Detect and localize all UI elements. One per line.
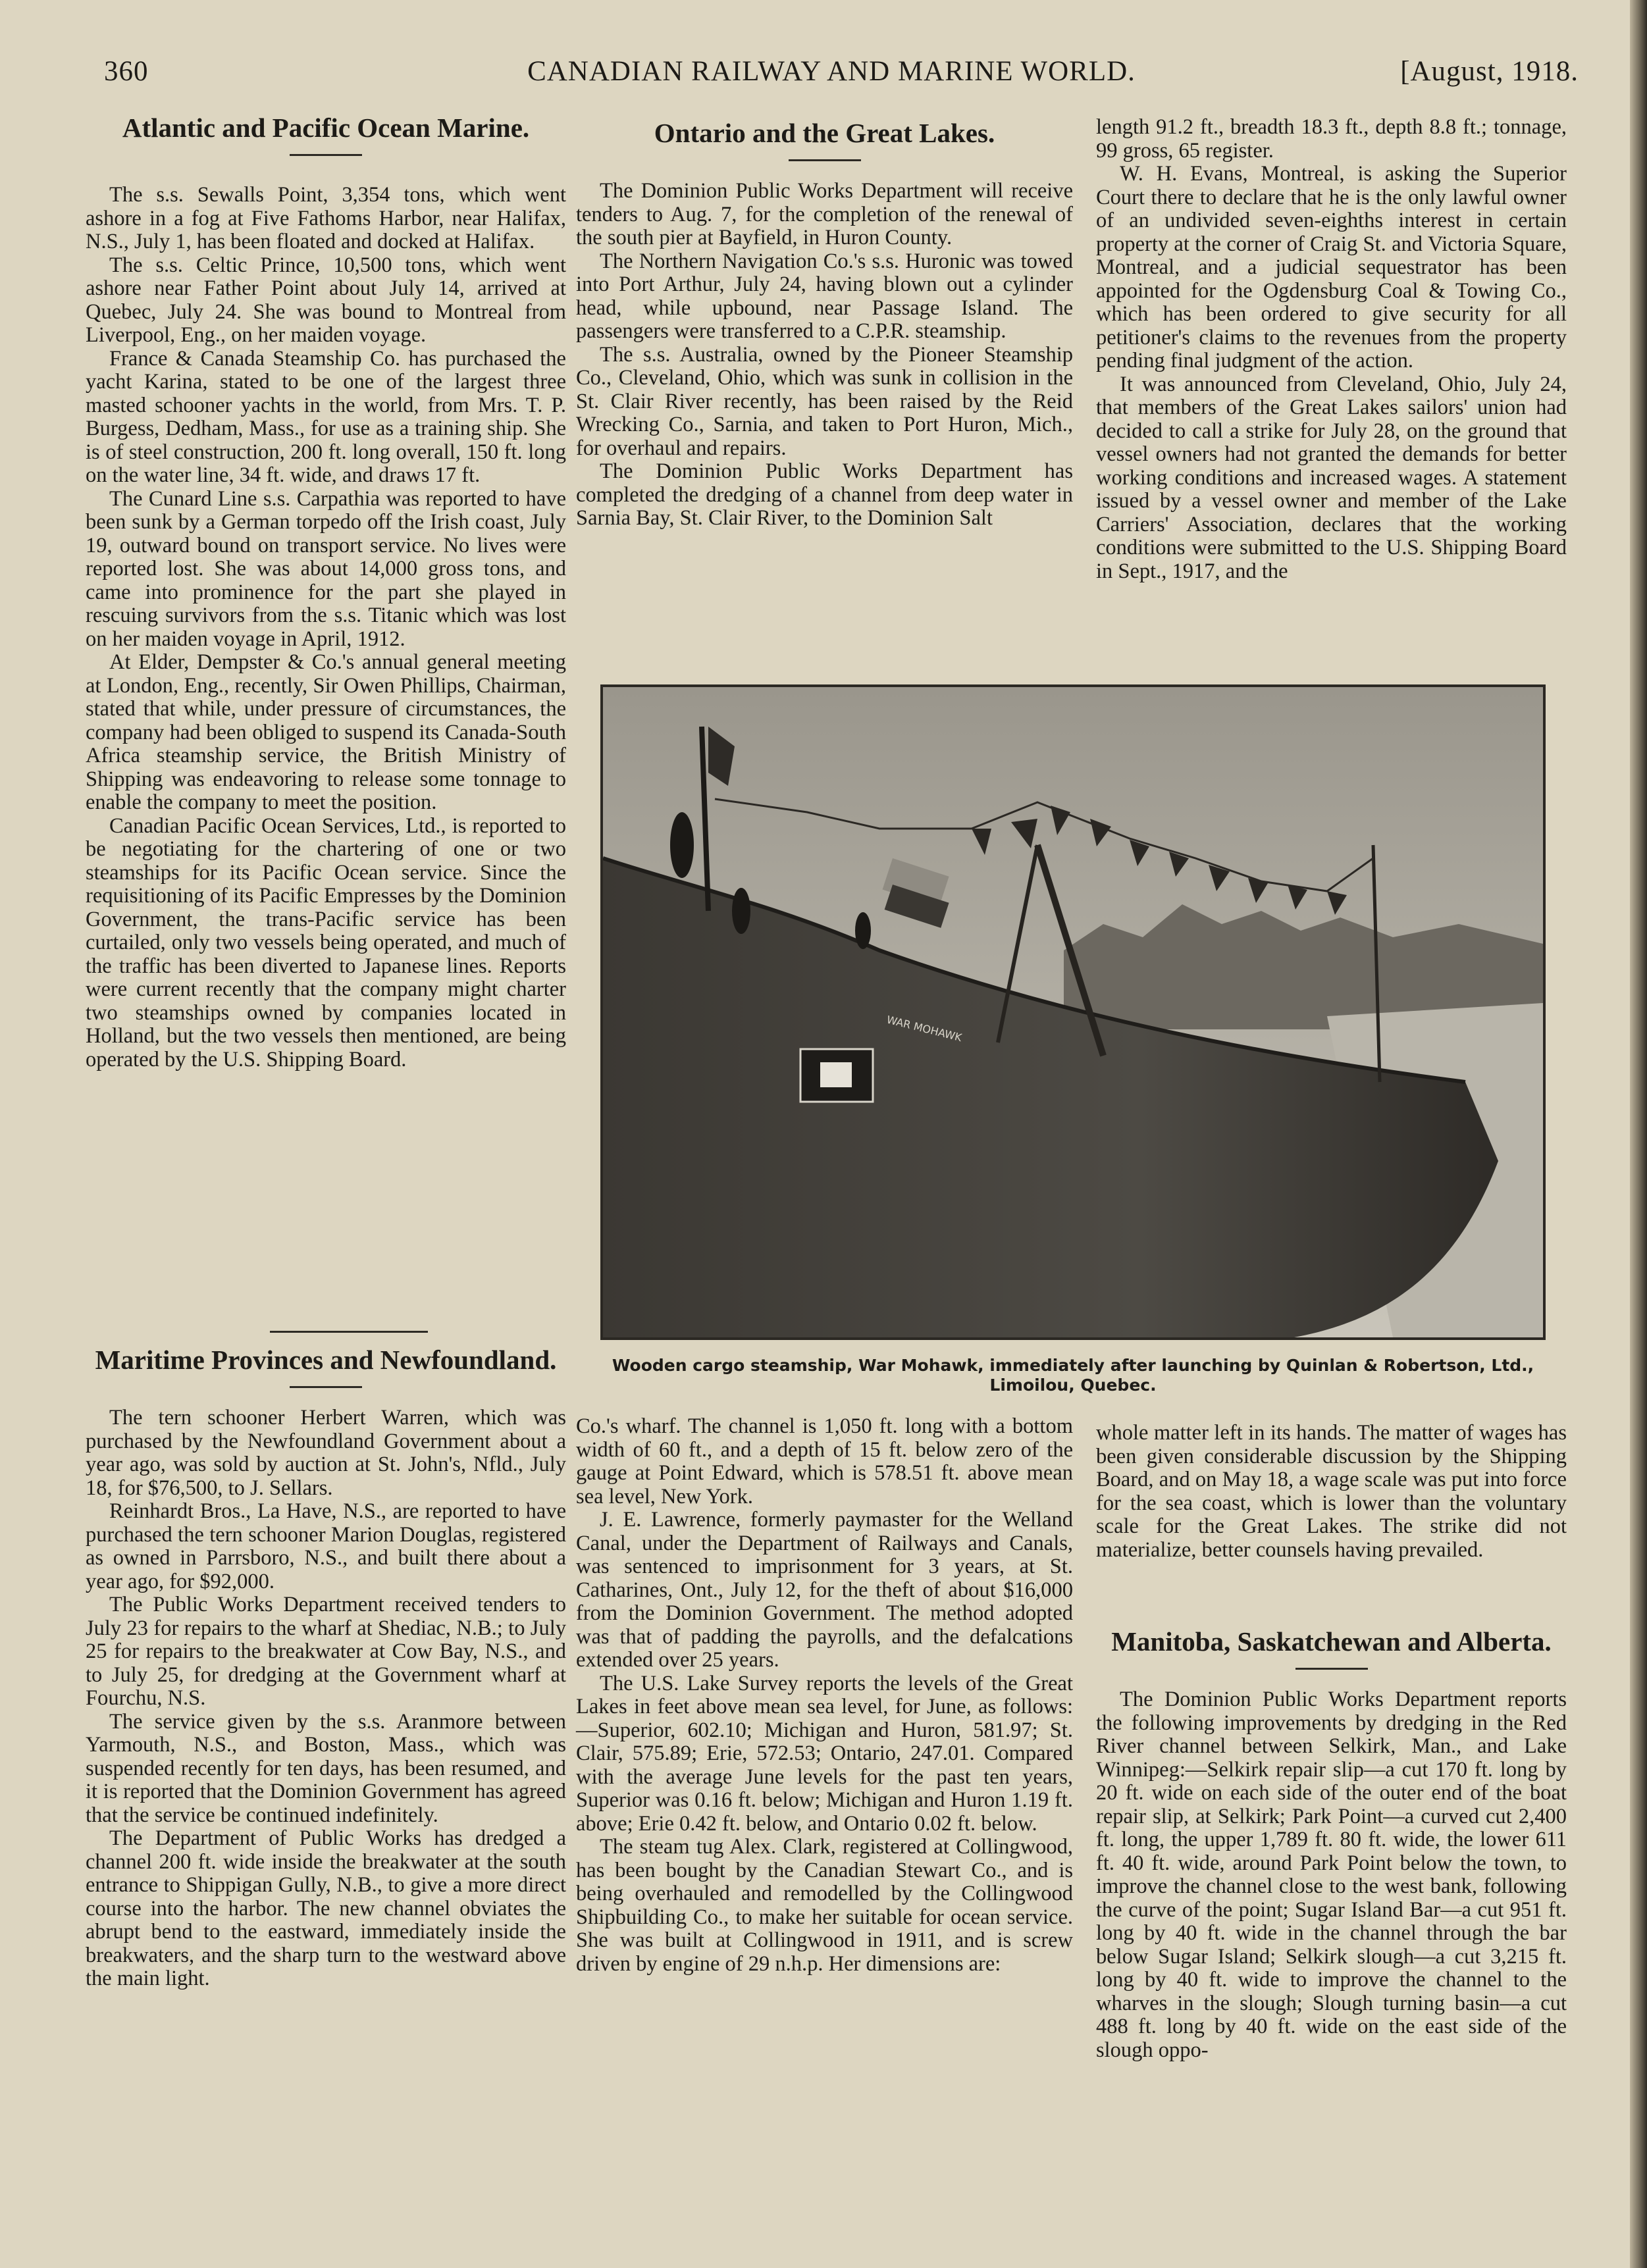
- publication-title: CANADIAN RAILWAY AND MARINE WORLD.: [527, 56, 1136, 87]
- photo-caption: [589, 1356, 1557, 1395]
- section-divider: [270, 1331, 428, 1333]
- column-atlantic-pacific: [86, 111, 566, 1071]
- column-three-bottom: [1096, 1422, 1567, 1562]
- article-paragraph: The Northern Navigation Co.'s s.s. Huronic was towed into Port Arthur, July 24, having blown out a cylinder head, while upbound, near Passage Island. The passengers were transferred to a C.P.R. steamship.: [576, 249, 1073, 343]
- article-paragraph: The Dominion Public Works Department reports the following improvements by dredging in the Red River channel between Selkirk, Man., and Lake Winnipeg:—Selkirk repair slip—a cut 170 ft. long by 20 ft. wide on each side of the outer end of the boat repair slip, at Selkirk; Park Point—a curved cut 2,400 ft. long, the upper 1,789 ft. 80 ft. wide, the lower 611 ft. 40 ft. wide, around Park Point below the town, to improve the channel close to the west bank, following the curve of the point; Sugar Island Bar—a cut 951 ft. long by 40 ft. wide in the channel through the bar below Sugar Island; Selkirk slough—a cut 3,215 ft. long by 40 ft. wide to improve the channel to the wharves in the slough; Slough turning basin—a cut 488 ft. long by 40 ft. wide on the east side of the slough oppo-: [1096, 1688, 1567, 2062]
- article-paragraph: The Dominion Public Works Department has completed the dredging of a channel from deep water in Sarnia Bay, St. Clair River, to the Dominion Salt: [576, 459, 1073, 530]
- page-number: 360: [104, 56, 149, 87]
- section-divider: [290, 154, 362, 156]
- section-title-maritime-provinces: Maritime Provinces and Newfoundland.: [95, 1345, 557, 1375]
- article-paragraph: Co.'s wharf. The channel is 1,050 ft. long with a bottom width of 60 ft., and a depth of 15 ft. below zero of the gauge at Point Edward, which is 578.51 ft. above mean sea level, New York.: [576, 1414, 1073, 1508]
- article-paragraph: The s.s. Australia, owned by the Pioneer Steamship Co., Cleveland, Ohio, which was sunk in collision in the St. Clair River recently, has been raised by the Reid Wrecking Co., Sarnia, and taken to Port Huron, Mich., for overhaul and repairs.: [576, 342, 1073, 460]
- column-two-bottom: [576, 1415, 1073, 1976]
- page-binding-edge: [1630, 0, 1647, 2268]
- article-paragraph: The service given by the s.s. Aranmore between Yarmouth, N.S., and Boston, Mass., which was suspended recently for ten days, has been resumed, and it is reported that the Dominion Government has agreed that the service be continued indefinitely.: [86, 1709, 566, 1827]
- article-paragraph: The s.s. Sewalls Point, 3,354 tons, which went ashore in a fog at Five Fathoms Harbor, near Halifax, N.S., July 1, has been floated and docked at Halifax.: [86, 183, 566, 253]
- column-maritime-provinces: [86, 1343, 566, 1991]
- article-paragraph: France & Canada Steamship Co. has purchased the yacht Karina, stated to be one of the largest three masted schooner yachts in the world, from Mrs. T. P. Burgess, Dedham, Mass., for use as a training ship. She is of steel construction, 200 ft. long overall, 150 ft. long on the water line, 34 ft. wide, and draws 17 ft.: [86, 346, 566, 487]
- article-paragraph: At Elder, Dempster & Co.'s annual general meeting at London, Eng., recently, Sir Owen Phillips, Chairman, stated that while, under pressure of circumstances, the company had been obliged to suspend its Canada-South Africa steamship service, the British Ministry of Shipping was endeavoring to release some tonnage to enable the company to meet the position.: [86, 650, 566, 814]
- article-paragraph: The Cunard Line s.s. Carpathia was reported to have been sunk by a German torpedo off the Irish coast, July 19, outward bound on transport service. No lives were reported lost. She was about 14,000 gross tons, and came into prominence for the part she played in rescuing survivors from the s.s. Titanic which was lost on her maiden voyage in April, 1912.: [86, 486, 566, 651]
- column-three-top: [1096, 116, 1567, 583]
- section-divider: [290, 1386, 362, 1388]
- article-paragraph: Canadian Pacific Ocean Services, Ltd., is reported to be negotiating for the chartering of one or two steamships for its Pacific Ocean service. Since the requisitioning of its Pacific Empresses by the Dominion Government, the trans-Pacific service has been curtailed, only two vessels being operated, and much of the traffic has been diverted to Japanese lines. Reports were current recently that the company might charter two steamships owned by companies located in Holland, but the two vessels then mentioned, are being operated by the U.S. Shipping Board.: [86, 813, 566, 1071]
- article-paragraph: The Dominion Public Works Department will receive tenders to Aug. 7, for the completion of the renewal of the south pier at Bayfield, in Huron County.: [576, 179, 1073, 249]
- article-paragraph: The tern schooner Herbert Warren, which was purchased by the Newfoundland Government about a year ago, was sold by auction at St. John's, Nfld., July 18, for $76,500, to J. Sellars.: [86, 1406, 566, 1500]
- section-divider: [789, 159, 861, 161]
- article-paragraph: The Public Works Department received tenders to July 23 for repairs to the wharf at Shediac, N.B.; to July 25 for repairs to the breakwater at Cow Bay, N.S., and to July 25, for dredging at the Government wharf at Fourchu, N.S.: [86, 1593, 566, 1710]
- issue-date: [August, 1918.: [1400, 56, 1579, 87]
- article-paragraph: The Department of Public Works has dredged a channel 200 ft. wide inside the breakwater at the south entrance to Shippigan Gully, N.B., to give a more direct course into the harbor. The new channel obviates the abrupt bend to the eastward, immediately inside the breakwaters, and the sharp turn to the westward above the main light.: [86, 1826, 566, 1990]
- article-paragraph: whole matter left in its hands. The matter of wages has been given considerable discussion by the Shipping Board, and on May 18, a wage scale was put into force for the sea coast, which is lower than the voluntary scale for the Great Lakes. The strike did not materialize, better counsels having prevailed.: [1096, 1421, 1567, 1562]
- section-title-atlantic-pacific: Atlantic and Pacific Ocean Marine.: [122, 113, 530, 143]
- section-title-manitoba: Manitoba, Saskatchewan and Alberta.: [1111, 1626, 1552, 1657]
- column-ontario-great-lakes: [576, 116, 1073, 530]
- article-paragraph: Reinhardt Bros., La Have, N.S., are reported to have purchased the tern schooner Marion Douglas, registered as owned in Parrsboro, N.S., and built there about a year ago, for $92,000.: [86, 1499, 566, 1593]
- ship-photo-illustration: [603, 687, 1543, 1337]
- article-paragraph: The U.S. Lake Survey reports the levels of the Great Lakes in feet above mean sea level, for June, as follows:—Superior, 602.10; Michigan and Huron, 581.97; St. Clair, 575.89; Erie, 572.53; Ontario, 247.01. Compared with the average June levels for the past ten years, Superior was 0.16 ft. below; Michigan and Huron 1.19 ft. above; Erie 0.42 ft. below, and Ontario 0.02 ft. below.: [576, 1671, 1073, 1836]
- page-header: [84, 55, 1579, 101]
- article-paragraph: The steam tug Alex. Clark, registered at Collingwood, has been bought by the Canadian Stewart Co., and is being overhauled and remodelled by the Collingwood Shipbuilding Co., to make her suitable for ocean service. She was built at Collingwood in 1911, and is screw driven by engine of 29 n.h.p. Her dimensions are:: [576, 1835, 1073, 1976]
- section-title-ontario-great-lakes: Ontario and the Great Lakes.: [654, 118, 995, 148]
- photo-caption-line: Wooden cargo steamship, War Mohawk, immediately after launching by Quinlan & Robertson, Ltd.,: [612, 1356, 1534, 1375]
- ship-name-lettering: WAR MOHAWK: [885, 1013, 964, 1044]
- ship-launch-photo: [600, 684, 1546, 1340]
- article-paragraph: J. E. Lawrence, formerly paymaster for the Welland Canal, under the Department of Railways and Canals, was sentenced to imprisonment for 3 years, at St. Catharines, Ont., July 12, for the theft of about $16,000 from the Dominion Government. The method adopted was that of padding the payrolls, and the defalcations extended over 25 years.: [576, 1508, 1073, 1672]
- article-paragraph: W. H. Evans, Montreal, is asking the Superior Court there to declare that he is the only lawful owner of an undivided seven-eighths interest in certain property at the corner of Craig St. and Victoria Square, Montreal, and a judicial sequestrator has been appointed for the Ogdensburg Coal & Towing Co., which has been ordered to give security for all petitioner's claims to the revenues from the property pending final judgment of the action.: [1096, 162, 1567, 373]
- section-divider: [1295, 1668, 1368, 1670]
- article-paragraph: The s.s. Celtic Prince, 10,500 tons, which went ashore near Father Point about July 14, arrived at Quebec, July 24. She was bound to Montreal from Liverpool, Eng., on her maiden voyage.: [86, 253, 566, 347]
- article-paragraph: It was announced from Cleveland, Ohio, July 24, that members of the Great Lakes sailors' union had decided to call a strike for July 28, on the ground that vessel owners had not granted the demands for better working conditions and increased wages. A statement issued by a vessel owner and member of the Lake Carriers' Association, declares that the working conditions were submitted to the U.S. Shipping Board in Sept., 1917, and the: [1096, 372, 1567, 583]
- column-manitoba-saskatchewan-alberta: [1096, 1624, 1567, 2062]
- photo-caption-line: Limoilou, Quebec.: [989, 1376, 1157, 1395]
- article-paragraph: length 91.2 ft., breadth 18.3 ft., depth 8.8 ft.; tonnage, 99 gross, 65 register.: [1096, 115, 1567, 163]
